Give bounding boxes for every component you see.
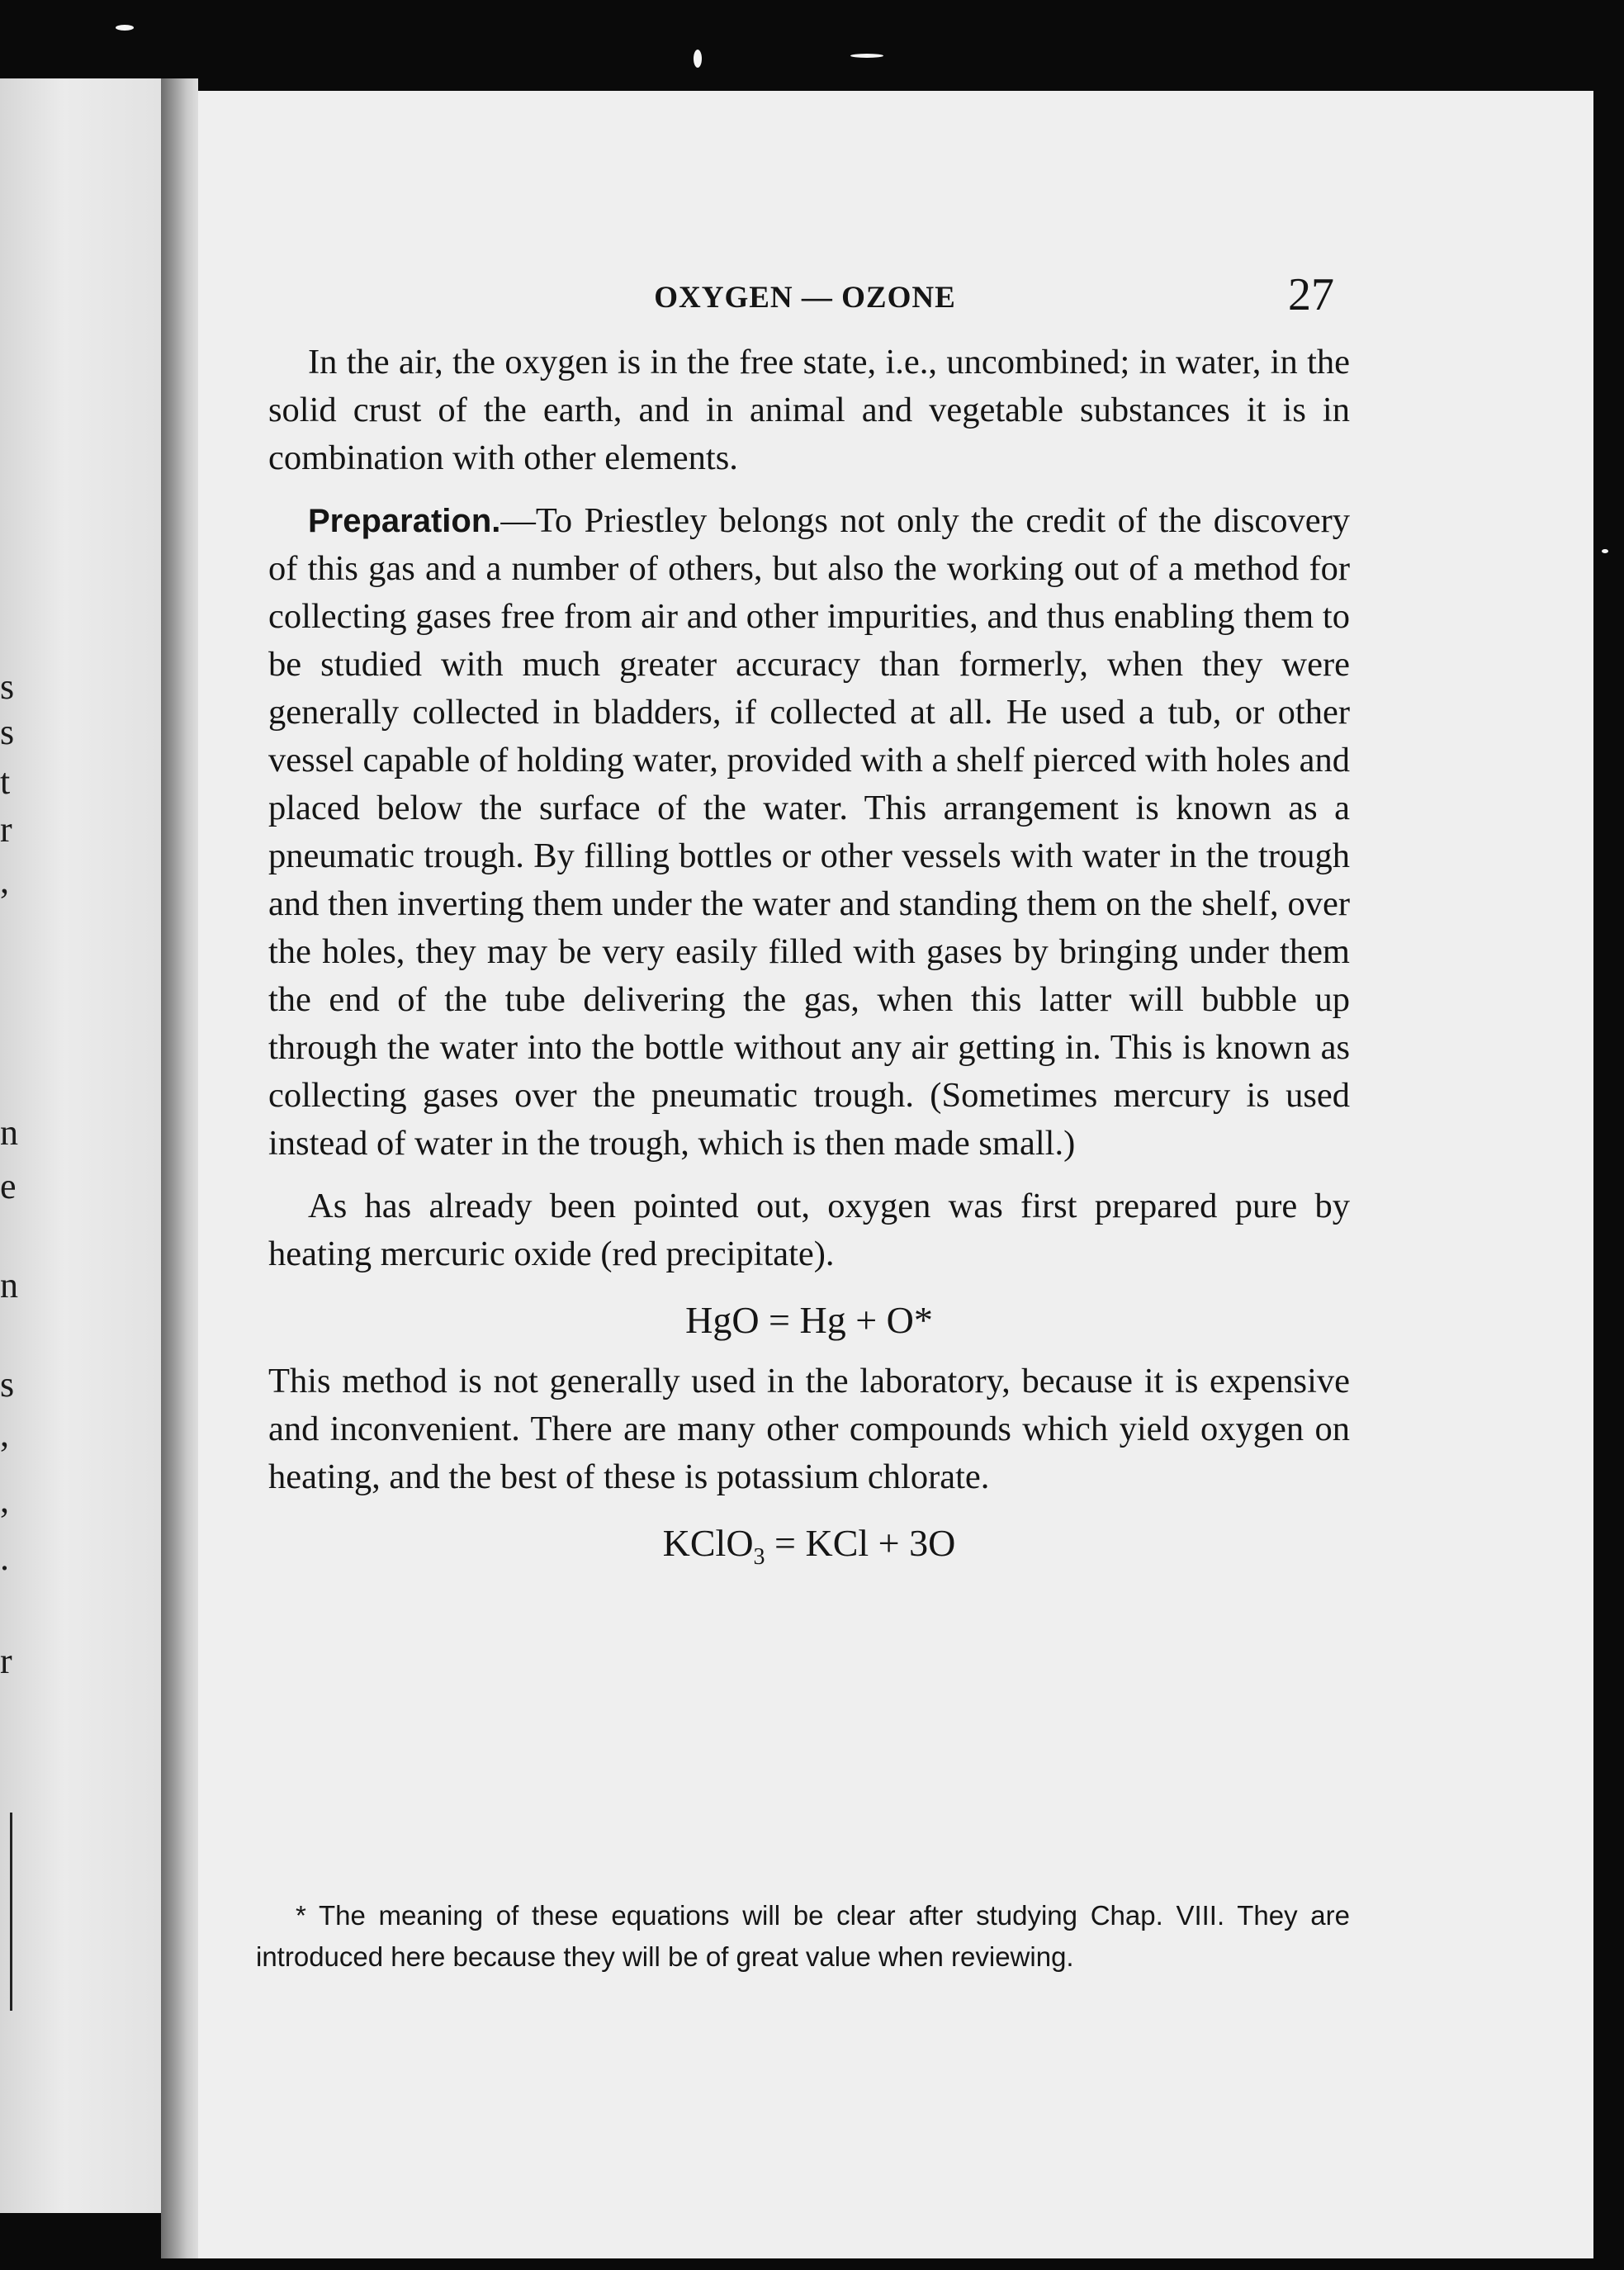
facing-page-char: , xyxy=(0,1414,9,1454)
facing-page-char: t xyxy=(0,761,11,802)
scan-speck xyxy=(850,54,883,58)
paragraph-air-oxygen: In the air, the oxygen is in the free state, i.e., uncombined; in water, in the solid crust of the earth, and in animal and vegetable substances it is in combination with other elements. xyxy=(268,343,1350,477)
facing-page-char: s xyxy=(0,1364,15,1405)
facing-page-char: r xyxy=(0,1641,12,1681)
equation-potassium-chlorate xyxy=(268,1519,1350,1581)
facing-page-char: e xyxy=(0,1166,17,1206)
scan-speck xyxy=(116,25,134,31)
facing-page-char: n xyxy=(0,1112,18,1153)
book-gutter-shadow xyxy=(161,78,198,2258)
scan-speck xyxy=(694,50,702,68)
facing-page-char: . xyxy=(0,1538,9,1578)
paragraph-mercuric-oxide: As has already been pointed out, oxygen was first prepared pure by heating mercuric oxide (red precipitate). xyxy=(268,1187,1350,1273)
preparation-text: —To Priestley belongs not only the credit of the discovery of this gas and a number of others, but also the working out of a method for collecting gases free from air and other impurities, and thus enabling them to be studied with much greater accuracy than formerly, when they were generally collected in bladders, if collected at all. He used a tub, or other vessel capable of holding water, provided with a shelf pierced with holes and placed below the surface of the water. This arrangement is known as a pneumatic trough. By filling bottles or other vessels with water in the trough and then inverting them under the water and standing them on the shelf, over the holes, they may be very easily filled with gases by bringing under them the end of the tube delivering the gas, when this latter will bubble up through the water into the bottle without any air getting in. This is known as collecting gases over the pneumatic trough. (Sometimes mercury is used instead of water in the trough, which is then made small.) xyxy=(268,501,1350,1163)
equation-product-part: = KCl + 3O xyxy=(765,1522,956,1564)
equation-mercuric-oxide: HgO = Hg + O* xyxy=(685,1299,933,1341)
facing-page-char: , xyxy=(0,860,9,901)
paragraph-preparation xyxy=(268,497,1350,1168)
book-page xyxy=(198,91,1593,2258)
footnote-text: * The meaning of these equations will be clear after studying Chap. VIII. They are introduced here because they will be of great value when reviewing. xyxy=(256,1900,1350,1972)
running-head: OXYGEN — OZONE xyxy=(654,281,956,315)
facing-page-fragment xyxy=(0,78,161,2213)
facing-page-char: r xyxy=(0,809,12,850)
equation-kclo-part: KClO xyxy=(662,1522,754,1564)
facing-page-char: s xyxy=(0,666,15,707)
equation-subscript: 3 xyxy=(753,1544,765,1571)
facing-page-char: s xyxy=(0,712,15,752)
footnote xyxy=(256,1895,1350,1978)
facing-page-rule xyxy=(0,1813,12,2011)
scan-speck xyxy=(1602,549,1608,553)
page-header xyxy=(198,268,1593,326)
paragraph-potassium-chlorate: This method is not generally used in the laboratory, because it is expensive and inconvenient. There are many other compounds which yield oxygen on heating, and the best of these is potassium chlorate. xyxy=(268,1362,1350,1496)
facing-page-char: , xyxy=(0,1480,9,1520)
page-number: 27 xyxy=(1288,269,1334,320)
facing-page-char: n xyxy=(0,1265,18,1306)
body-text xyxy=(268,339,1350,1595)
preparation-heading: Preparation. xyxy=(308,503,501,539)
